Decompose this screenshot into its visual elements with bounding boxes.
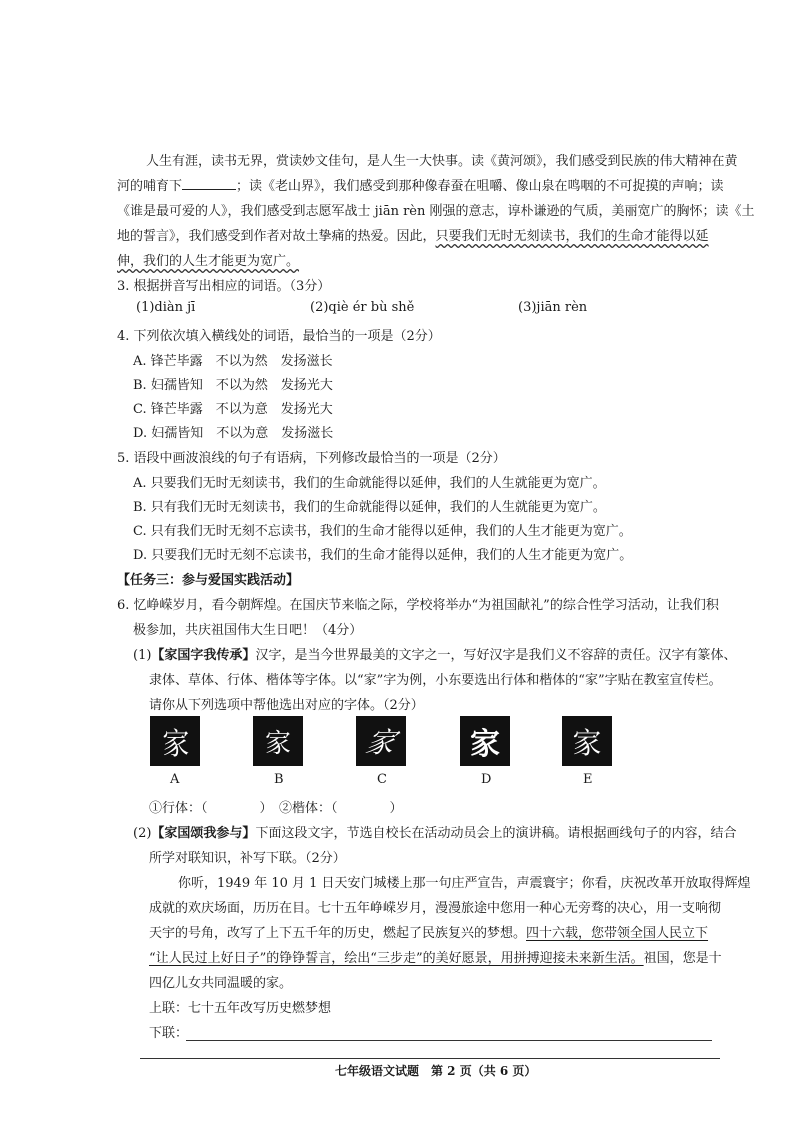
q4-stem: 4. 下列依次填入横线处的词语，最恰当的一项是（2分） [117,329,441,344]
q5-option-b: B. 只有我们无时无刻读书，我们的生命就能得以延伸，我们的人生就能更为宽广。 [133,500,606,515]
passage-line-4-start: 地的誓言》，我们感受到作者对故土挚痛的热爱。因此， [117,229,436,244]
q6-part2-text: 下面这段文字，节选自校长在活动动员会上的演讲稿。请根据画线句子的内容，结合 [255,826,737,841]
q4-option-a: A. 锋芒毕露 不以为然 发扬滋长 [133,354,333,369]
speech-line-5: 四亿儿女共同温暖的家。 [149,976,293,991]
q5-option-a: A. 只要我们无时无刻读书，我们的生命就能得以延伸，我们的人生就能更为宽广。 [133,476,606,491]
glyph-char-b: 家 [264,728,291,759]
glyph-label-c: C [377,772,387,787]
q4-option-b: B. 妇孺皆知 不以为然 发扬光大 [133,378,333,393]
q6-part1-answer-slots[interactable]: ①行体：（ ） ②楷体：（ ） [149,801,403,816]
q6-part1-text: 汉字，是当今世界最美的文字之一，写好汉字是我们义不容辞的责任。汉字有篆体、 [255,648,737,663]
q6-part1-line-3: 请你从下列选项中帮他选出对应的字体。（2分） [149,698,424,713]
q4-option-d: D. 妇孺皆知 不以为意 发扬滋长 [133,426,334,441]
glyph-char-d: 家 [470,727,500,762]
passage-line-2 [117,175,724,194]
q3-item-2: (2)qiè ér bù shě [310,300,415,315]
q6-line-1: 6. 忆峥嵘岁月，看今朝辉煌。在国庆节来临之际，学校将举办“为祖国献礼”的综合性学习活动，让我们积 [117,598,719,613]
speech-line-3 [149,922,708,941]
underlined-sentence-part-2: “让人民过上好日子”的铮铮誓言，绘出“三步走”的美好愿景，用拼搏迎接未来新生活。 [149,951,644,966]
q3-stem: 3. 根据拼音写出相应的词语。（3分） [117,279,331,294]
glyph-option-c[interactable] [356,716,406,766]
glyph-label-b: B [274,772,284,787]
speech-line-1: 你听，1949 年 10 月 1 日天安门城楼上那一句庄严宣告，声震寰宇；你看，庆祝改革开放取得辉煌 [178,876,751,891]
q5-option-c: C. 只有我们无时无刻不忘读书，我们的生命才能得以延伸，我们的人生才能更为宽广。 [133,524,632,539]
q5-option-d: D. 只要我们无时无刻不忘读书，我们的生命才能得以延伸，我们的人生才能更为宽广。 [133,548,633,563]
footer-rule [140,1058,720,1059]
glyph-char-e: 家 [572,725,602,760]
wavy-sentence-part-2: 伸，我们的人生才能更为宽广。 [117,254,300,269]
q3-item-3: (3)jiān rèn [518,300,588,315]
q6-part2-line-1 [133,822,736,841]
glyph-char-a: 家 [162,727,188,762]
glyph-option-d[interactable] [460,716,510,766]
lower-couplet-label: 下联： [149,1026,189,1041]
passage-line-2-start: 河的哺育下 [117,179,183,194]
passage-line-4 [117,225,709,244]
passage-line-1: 人生有涯，读书无界，赏读妙文佳句，是人生一大快事。读《黄河颂》，我们感受到民族的伟大精神在黄 [146,154,738,169]
glyph-option-b[interactable] [253,716,303,766]
speech-line-2: 成就的欢庆场面，历历在目。七十五年峥嵘岁月，漫漫旅途中您用一种心无旁骛的决心，用一支响彻 [149,901,722,916]
speech-line-3-start: 天宇的号角，改写了上下五千年的历史，燃起了民族复兴的梦想。 [149,926,527,941]
q3-item-1: (1)diàn jī [136,300,196,315]
q5-stem: 5. 语段中画波浪线的句子有语病，下列修改最恰当的一项是（2分） [117,451,506,466]
fill-blank[interactable] [182,177,236,190]
q6-part1-line-2: 隶体、草体、行体、楷体等字体。以“家”字为例，小东要选出行体和楷体的“家”字贴在教室宣传栏。 [149,673,722,688]
underlined-sentence-part-1: 四十六载，您带领全国人民立下 [526,926,709,941]
q6-part1-number: (1) [133,648,152,663]
q6-part2-number: (2) [133,826,152,841]
glyph-option-a[interactable] [150,716,200,766]
glyph-option-e[interactable] [562,716,612,766]
page-footer: 七年级语文试题 第 2 页（共 6 页） [335,1064,537,1078]
q6-part1-line-1 [133,644,736,663]
q6-part2-tag: 【家国颂我参与】 [151,826,256,841]
upper-couplet: 上联：七十五年改写历史燃梦想 [149,1001,332,1016]
lower-couplet-answer-line[interactable] [186,1040,712,1041]
speech-line-4 [149,947,722,966]
glyph-label-a: A [170,772,180,787]
glyph-char-c: 家 [362,726,399,759]
task3-heading: 【任务三：参与爱国实践活动】 [117,573,300,588]
passage-line-2-end: ；读《老山界》，我们感受到那种像春蚕在咀嚼、像山泉在鸣咽的不可捉摸的声响；读 [236,179,724,194]
q6-line-2: 极参加，共庆祖国伟大生日吧！（4分） [133,623,363,638]
wavy-sentence-part-1: 只要我们无时无刻读书，我们的生命才能得以延 [435,229,709,244]
glyph-label-e: E [583,772,593,787]
speech-line-4-end: 祖国，您是十 [643,951,722,966]
glyph-label-d: D [481,772,492,787]
q4-option-c: C. 锋芒毕露 不以为意 发扬光大 [133,402,333,417]
q6-part1-tag: 【家国字我传承】 [151,648,256,663]
passage-line-5 [117,250,299,269]
q6-part2-line-2: 所学对联知识，补写下联。（2分） [149,851,346,866]
passage-line-3: 《谁是最可爱的人》，我们感受到志愿军战士 jiān rèn 刚强的意志，谆朴谦逊的气质，美丽宽广的胸怀；读《土 [117,204,755,219]
